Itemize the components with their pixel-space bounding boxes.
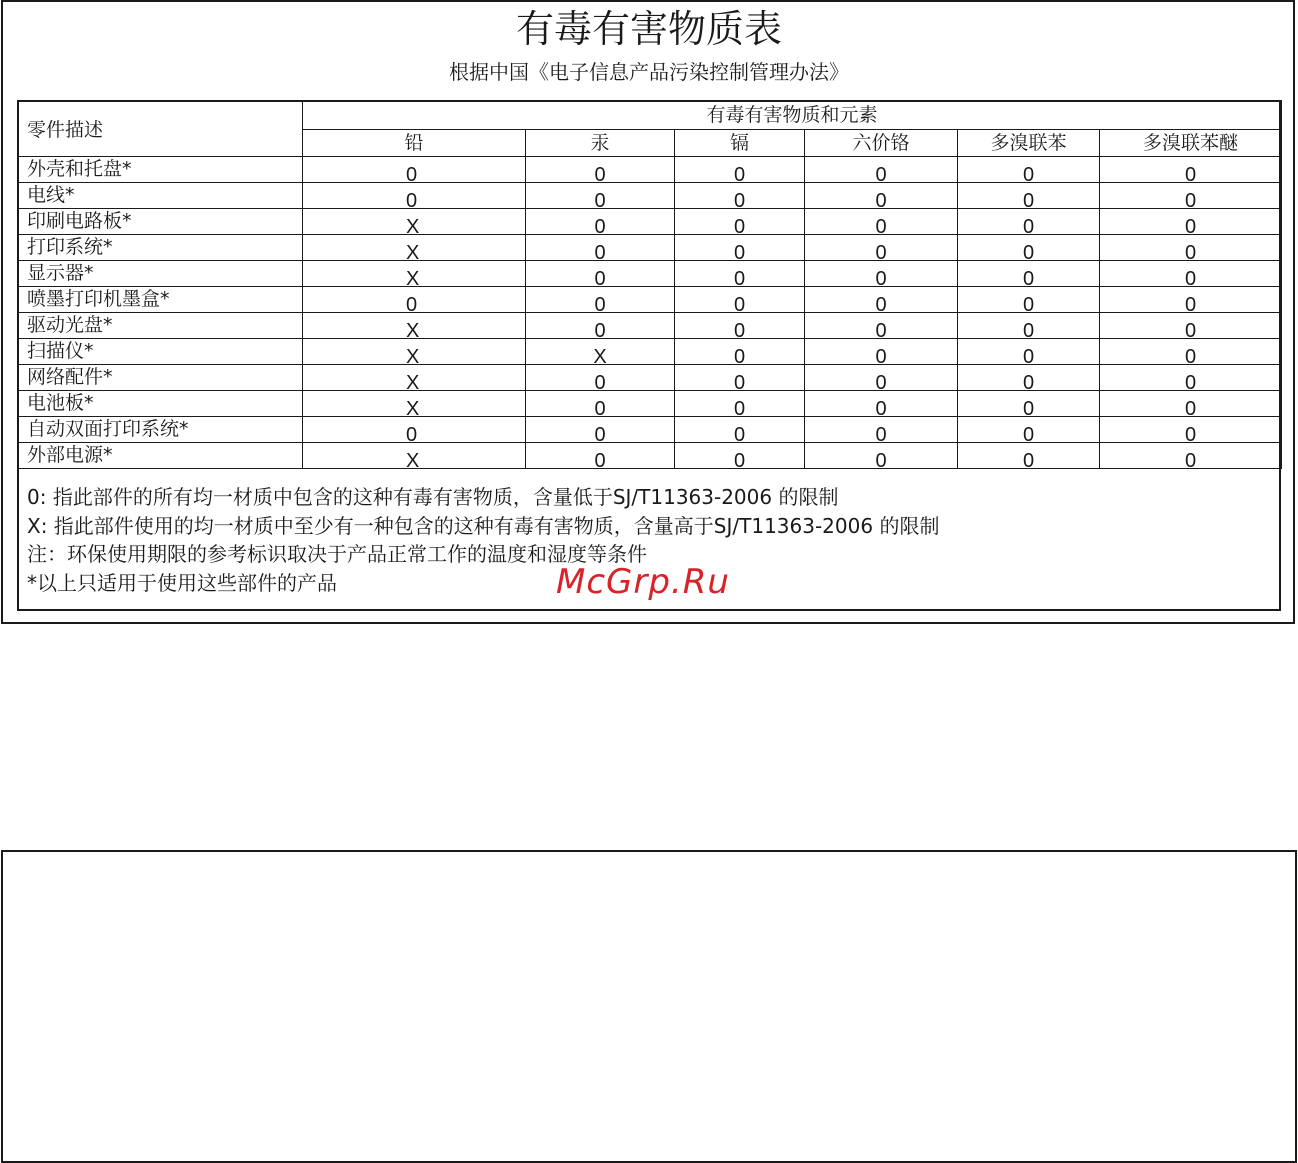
substance-value: 0 [1184, 424, 1197, 443]
substance-value: 0 [875, 450, 887, 469]
substance-value: 0 [875, 242, 887, 261]
substance-value: X [406, 450, 420, 469]
substance-value: 0 [733, 242, 746, 261]
watermark: McGrp.Ru [556, 562, 730, 602]
substance-value: 0 [1022, 450, 1035, 469]
substance-value: 0 [875, 398, 887, 417]
table-row [18, 209, 1282, 235]
table-row [18, 261, 1282, 287]
table-row [18, 157, 1282, 183]
substance-value: 0 [594, 242, 606, 261]
substance-value: 0 [594, 450, 606, 469]
substance-value: 0 [594, 398, 606, 417]
substance-value: 0 [1022, 242, 1035, 261]
substance-value: 0 [594, 190, 606, 209]
substance-value: 0 [1184, 372, 1197, 391]
substance-value: 0 [1022, 372, 1035, 391]
part-description-header: 零件描述 [18, 101, 303, 157]
part-name: 网络配件* [18, 365, 303, 391]
substance-value: 0 [1184, 450, 1197, 469]
substance-value: 0 [875, 320, 887, 339]
substance-value: 0 [594, 268, 606, 287]
substance-value: 0 [875, 346, 887, 365]
substance-value: X [406, 398, 420, 417]
document-title: 有毒有害物质表 [515, 7, 782, 51]
part-name: 外壳和托盘* [18, 157, 303, 183]
substance-value: 0 [875, 294, 887, 313]
substance-value: 0 [875, 372, 887, 391]
part-name: 打印系统* [18, 235, 303, 261]
note-environmental-period: 注：环保使用期限的参考标识取决于产品正常工作的温度和湿度等条件 [27, 542, 647, 566]
substance-value: 0 [733, 190, 746, 209]
substance-value: 0 [875, 268, 887, 287]
note-x-definition: X: 指此部件使用的均一材质中至少有一种包含的这种有毒有害物质，含量高于SJ/T11363-2006 的限制 [27, 513, 940, 538]
substance-value: 0 [733, 346, 746, 365]
substance-header: 多溴联苯醚 [1100, 130, 1282, 157]
substance-value: 0 [1022, 398, 1035, 417]
substance-value: 0 [406, 424, 418, 443]
substance-value: 0 [594, 320, 606, 339]
substance-value: 0 [733, 424, 746, 443]
table-row [18, 417, 1282, 443]
part-name: 自动双面打印系统* [18, 417, 303, 443]
part-name: 电池板* [18, 391, 303, 417]
substance-header: 多溴联苯 [958, 130, 1100, 157]
substance-value: 0 [1022, 424, 1035, 443]
substance-header: 镉 [675, 130, 805, 157]
table-row [18, 235, 1282, 261]
empty-frame [1, 850, 1297, 1163]
substance-value: 0 [733, 320, 746, 339]
part-name: 扫描仪* [18, 339, 303, 365]
substance-value: 0 [594, 164, 606, 183]
substance-value: X [406, 346, 420, 365]
substance-header: 汞 [526, 130, 675, 157]
part-name: 驱动光盘* [18, 313, 303, 339]
substance-value: 0 [1022, 216, 1035, 235]
substance-value: 0 [875, 216, 887, 235]
table-row [18, 365, 1282, 391]
substance-value: 0 [733, 450, 746, 469]
substance-value: 0 [1022, 164, 1035, 183]
part-name: 电线* [18, 183, 303, 209]
substance-value: X [406, 372, 420, 391]
part-name: 显示器* [18, 261, 303, 287]
hazardous-substances-table [17, 100, 1282, 469]
substance-value: 0 [875, 424, 887, 443]
substance-value: X [406, 320, 420, 339]
substance-value: 0 [1184, 346, 1197, 365]
table-body [18, 157, 1282, 469]
substance-value: 0 [1184, 190, 1197, 209]
document-subtitle: 根据中国《电子信息产品污染控制管理办法》 [449, 60, 849, 84]
substance-header: 铅 [303, 130, 526, 157]
table-row [18, 313, 1282, 339]
substance-value: 0 [1022, 268, 1035, 287]
substance-value: 0 [594, 424, 606, 443]
substance-value: 0 [1184, 320, 1197, 339]
substance-value: 0 [733, 216, 746, 235]
substance-value: 0 [594, 372, 606, 391]
substance-value: 0 [733, 398, 746, 417]
substance-value: 0 [733, 294, 746, 313]
substances-group-header: 有毒有害物质和元素 [303, 101, 1282, 130]
substance-value: 0 [875, 164, 887, 183]
substance-value: X [406, 216, 420, 235]
substance-value: 0 [875, 190, 887, 209]
part-name: 外部电源* [18, 443, 303, 469]
substance-value: 0 [1022, 294, 1035, 313]
substance-value: 0 [1184, 398, 1197, 417]
substance-header: 六价铬 [805, 130, 958, 157]
note-zero-definition: 0: 指此部件的所有均一材质中包含的这种有毒有害物质，含量低于SJ/T11363-2006 的限制 [27, 485, 839, 509]
substance-value: 0 [1022, 320, 1035, 339]
substance-value: 0 [733, 164, 746, 183]
substance-value: 0 [406, 190, 418, 209]
table-row [18, 183, 1282, 209]
table-row [18, 443, 1282, 469]
substance-value: 0 [1184, 268, 1197, 287]
substance-value: 0 [733, 372, 746, 391]
substance-value: 0 [1184, 294, 1197, 313]
notes-section [27, 483, 939, 597]
substance-value: 0 [594, 294, 606, 313]
substance-value: 0 [406, 294, 418, 313]
table-row [18, 339, 1282, 365]
substance-value: 0 [1184, 164, 1197, 183]
part-name: 喷墨打印机墨盒* [18, 287, 303, 313]
substance-value: 0 [1022, 346, 1035, 365]
substance-value: 0 [1184, 216, 1197, 235]
note-scope: *以上只适用于使用这些部件的产品 [27, 570, 337, 595]
substance-value: 0 [1184, 242, 1197, 261]
table-row [18, 287, 1282, 313]
substance-value: X [406, 268, 420, 287]
substance-value: 0 [733, 268, 746, 287]
substance-value: 0 [594, 216, 606, 235]
table-row [18, 391, 1282, 417]
substance-value: X [593, 346, 607, 365]
substance-value: 0 [406, 164, 418, 183]
substance-value: X [406, 242, 420, 261]
part-name: 印刷电路板* [18, 209, 303, 235]
substance-value: 0 [1022, 190, 1035, 209]
